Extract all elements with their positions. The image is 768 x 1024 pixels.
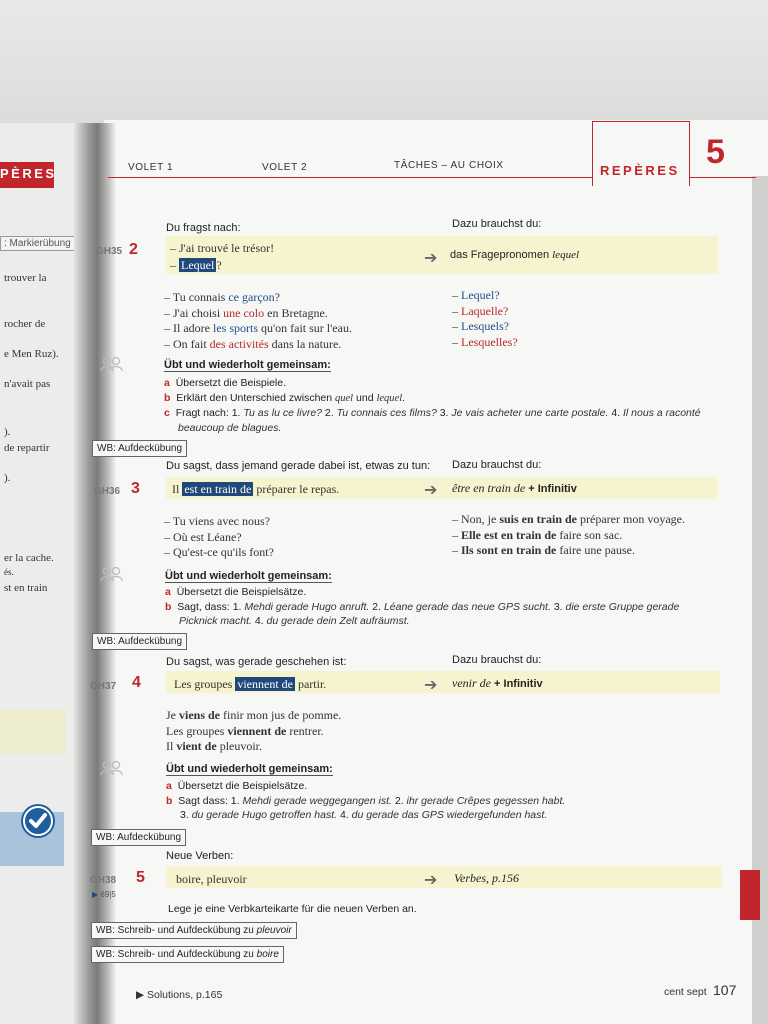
task-item: a Übersetzt die Beispielsätze. <box>165 586 307 598</box>
arrow-right-icon: ➔ <box>424 482 438 499</box>
question-item: – Tu viens avec nous? <box>164 514 270 528</box>
section-number: 3 <box>131 480 140 497</box>
left-reperes-label: PÈRES <box>0 166 57 181</box>
question-item: – Où est Léane? <box>164 529 242 544</box>
answer-item: – Lequel? <box>452 288 500 302</box>
section-number: 5 <box>136 869 145 886</box>
reperes-label: REPÈRES <box>600 163 680 178</box>
section-label: Du fragst nach: <box>166 222 241 234</box>
workbook-ref: WB: Aufdeckübung <box>91 829 186 846</box>
task-item: b Erklärt den Unterschied zwischen quel und lequel. <box>164 391 406 404</box>
example-item: Il vient de pleuvoir. <box>166 739 263 753</box>
exercise-heading: Übt und wiederholt gemeinsam: <box>164 359 331 371</box>
section-label: Du sagst, dass jemand gerade dabei ist, etwas zu tun: <box>166 460 431 472</box>
left-text: e Men Ruz). <box>4 348 59 360</box>
left-text: st en train <box>4 582 48 594</box>
answer-item: – Ils sont en train de faire une pause. <box>452 543 635 557</box>
people-icon <box>100 356 124 375</box>
answer-item: – Lesquels? <box>452 319 509 333</box>
chapter-number: 5 <box>706 133 725 171</box>
question-list <box>164 290 352 352</box>
section-marker <box>740 870 760 920</box>
grammar-ref: GH37 <box>90 681 117 692</box>
page-words: cent sept <box>664 986 707 998</box>
task-item: b Sagt, dass: 1. Mehdi gerade Hugo anruft. 2. Léane gerade das neue GPS sucht. 3. die erste Gruppe gerade <box>165 600 680 613</box>
left-text: de repartir <box>4 442 50 454</box>
section-label: Dazu brauchst du: <box>452 654 542 666</box>
example-item: Je viens de finir mon jus de pomme. <box>166 708 342 722</box>
instruction: Lege je eine Verbkarteikarte für die neuen Verben an. <box>168 903 417 915</box>
question-item: – Qu'est-ce qu'ils font? <box>164 545 274 559</box>
left-text: er la cache. <box>4 552 54 564</box>
example-line: – Lequel ? <box>170 258 222 272</box>
section-label: Dazu brauchst du: <box>452 459 542 471</box>
section-label: Dazu brauchst du: <box>452 218 542 230</box>
grammar-rule: Verbes, p.156 <box>454 871 519 885</box>
left-yellow-band <box>0 710 66 754</box>
task-list <box>164 376 734 435</box>
task-list <box>165 585 735 629</box>
task-list <box>166 779 736 823</box>
question-item: – Tu connais ce garçon? <box>164 290 280 304</box>
tab-volet1: VOLET 1 <box>128 162 174 173</box>
left-text: ). <box>4 472 11 484</box>
grammar-rule: das Fragepronomen lequel <box>450 249 580 261</box>
people-icon <box>100 566 124 585</box>
task-item: a Übersetzt die Beispiele. <box>164 377 286 389</box>
tab-taches: TÂCHES – AU CHOIX <box>394 160 504 171</box>
question-item: – On fait des activités dans la nature. <box>164 336 342 351</box>
task-item: beaucoup de blagues. <box>178 421 282 434</box>
section-label: Du sagst, was gerade geschehen ist: <box>166 656 347 668</box>
task-item: a Übersetzt die Beispielsätze. <box>166 780 308 792</box>
workbook-ref: WB: Aufdeckübung <box>92 633 187 650</box>
left-text: rocher de <box>4 318 46 330</box>
answer-item: – Non, je suis en train de préparer mon voyage. <box>452 512 685 526</box>
exercise-heading: Übt und wiederholt gemeinsam: <box>166 763 333 775</box>
arrow-right-icon: ➔ <box>424 872 438 889</box>
workbook-ref: WB: Aufdeckübung <box>92 440 187 457</box>
example-list <box>166 708 341 755</box>
section-number: 4 <box>132 674 141 691</box>
workbook-ref: WB: Schreib- und Aufdeckübung zu pleuvoir <box>91 922 297 939</box>
answer-item: – Laquelle? <box>452 303 509 318</box>
question-item: – Il adore les sports qu'on fait sur l'eau. <box>164 321 352 335</box>
page-ref: ▶ 69|5 <box>92 890 116 899</box>
example-line: Les groupes viennent de partir. <box>174 677 327 691</box>
background-top <box>0 0 768 125</box>
task-item: 3. du gerade Hugo getroffen hast. 4. du gerade das GPS wiedergefunden hast. <box>180 809 548 821</box>
task-item: c Fragt nach: 1. Tu as lu ce livre? 2. Tu connais ces films? 3. Je vais acheter une carte postale. 4. Il nous a raconté <box>164 407 701 419</box>
question-item: – J'ai choisi une colo en Bretagne. <box>164 305 328 320</box>
task-item: Picknick macht. 4. du gerade dein Zelt aufräumst. <box>179 615 410 627</box>
answer-list <box>452 512 685 559</box>
left-text: trouver la <box>4 272 47 284</box>
arrow-right-icon: ➔ <box>424 677 438 694</box>
section-number: 2 <box>129 241 138 258</box>
solutions-link: ▶ Solutions, p.165 <box>136 989 223 1001</box>
question-list <box>164 514 274 561</box>
left-text: és. <box>4 567 14 577</box>
grammar-ref: GH36 <box>94 486 121 497</box>
left-text: n'avait pas <box>4 378 51 390</box>
page-number: 107 <box>713 982 737 998</box>
exercise-heading: Übt und wiederholt gemeinsam: <box>165 570 332 582</box>
example-line: – J'ai trouvé le trésor! <box>170 241 275 255</box>
answer-item: – Lesquelles? <box>452 334 518 349</box>
example-item: Les groupes viennent de rentrer. <box>166 723 324 738</box>
answer-list <box>452 288 518 350</box>
grammar-rule: être en train de + Infinitiv <box>452 481 577 495</box>
people-icon <box>100 760 124 779</box>
tab-volet2: VOLET 2 <box>262 162 308 173</box>
workbook-ref: WB: Schreib- und Aufdeckübung zu boire <box>91 946 284 963</box>
left-wb-markier: : Markierübung <box>0 236 75 251</box>
task-item: b Sagt dass: 1. Mehdi gerade weggegangen ist. 2. ihr gerade Crêpes gegessen habt. <box>166 794 566 807</box>
example-line: Il est en train de préparer le repas. <box>172 482 340 496</box>
arrow-right-icon: ➔ <box>424 250 438 267</box>
grammar-rule: venir de + Infinitiv <box>452 676 543 690</box>
grammar-ref: GH35 <box>96 246 123 257</box>
answer-item: – Elle est en train de faire son sac. <box>452 527 623 542</box>
check-icon <box>21 804 55 838</box>
left-text: ). <box>4 426 11 438</box>
section-label: Neue Verben: <box>166 850 234 862</box>
example-line: boire, pleuvoir <box>176 872 247 886</box>
grammar-ref: GH38 <box>90 875 117 886</box>
example-band <box>166 866 722 888</box>
